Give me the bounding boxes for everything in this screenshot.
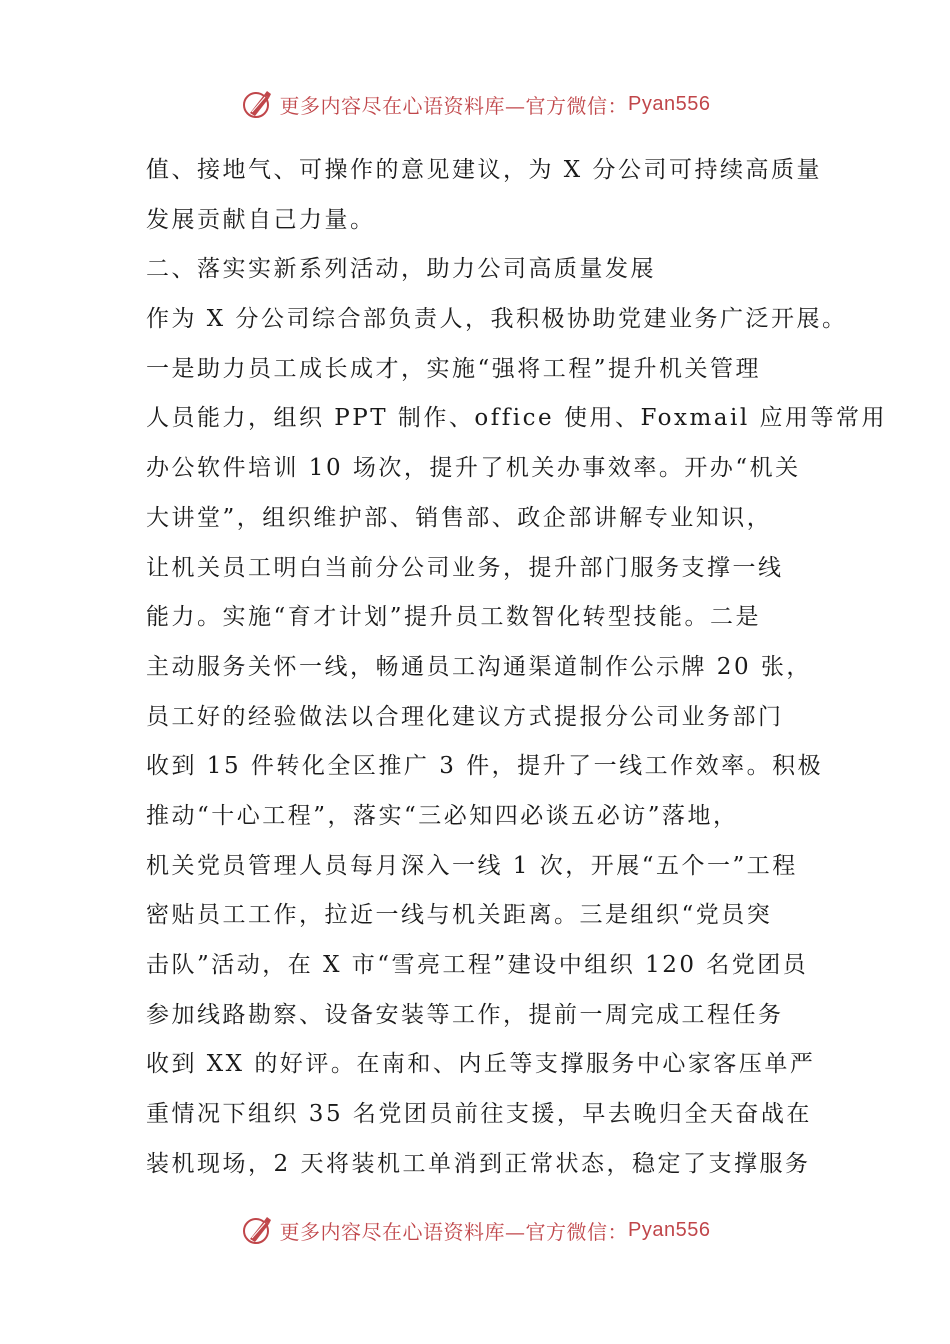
text-line: 办公软件培训 10 场次，提升了机关办事效率。开办“机关 [146,455,801,482]
header-wechat-id: Pyan556 [628,92,711,115]
text-line: 作为 X 分公司综合部负责人，我积极协助党建业务广泛开展。 [146,306,848,333]
document-body [146,146,888,1189]
text-line: 推动“十心工程”，落实“三必知四必谈五必访”落地， [146,802,739,829]
text-line: 让机关员工明白当前分公司业务，提升部门服务支撑一线 [146,554,784,581]
text-line: 大讲堂”，组织维护部、销售部、政企部讲解专业知识， [146,504,773,531]
footer-wechat-id: Pyan556 [628,1218,711,1241]
text-line: 人员能力，组织 PPT 制作、office 使用、Foxmail 应用等常用 [146,405,888,432]
footer-watermark-banner [0,1208,950,1252]
text-line: 员工好的经验做法以合理化建议方式提报分公司业务部门 [146,703,784,730]
text-line: 密贴员工工作，拉近一线与机关距离。三是组织“党员突 [146,902,773,929]
section-heading: 二、落实实新系列活动，助力公司高质量发展 [146,256,656,283]
text-line: 能力。实施“育才计划”提升员工数智化转型技能。二是 [146,604,762,631]
text-line: 一是助力员工成长成才，实施“强将工程”提升机关管理 [146,355,762,382]
text-line: 收到 15 件转化全区推广 3 件，提升了一线工作效率。积极 [146,753,824,780]
text-line: 主动服务关怀一线，畅通员工沟通渠道制作公示牌 20 张， [146,653,812,680]
text-line: 值、接地气、可操作的意见建议，为 X 分公司可持续高质量 [146,157,822,183]
text-line: 击队”活动，在 X 市“雪亮工程”建设中组织 120 名党团员 [146,952,809,978]
footer-banner-text: 更多内容尽在心语资料库—官方微信： [279,1219,629,1244]
pen-nib-circle-icon [240,1212,276,1248]
text-line: 装机现场，2 天将装机工单消到正常状态，稳定了支撑服务 [146,1150,811,1177]
text-line: 参加线路勘察、设备安装等工作，提前一周完成工程任务 [146,1001,784,1028]
header-banner-text: 更多内容尽在心语资料库—官方微信： [279,93,629,118]
text-line: 机关党员管理人员每月深入一线 1 次，开展“五个一”工程 [146,852,798,879]
text-line: 发展贡献自己力量。 [146,206,376,233]
header-watermark-banner [0,82,950,126]
text-line: 重情况下组织 35 名党团员前往支援，早去晚归全天奋战在 [146,1101,812,1128]
pen-nib-circle-icon [240,86,276,122]
text-line: 收到 XX 的好评。在南和、内丘等支撑服务中心家客压单严 [146,1051,816,1078]
